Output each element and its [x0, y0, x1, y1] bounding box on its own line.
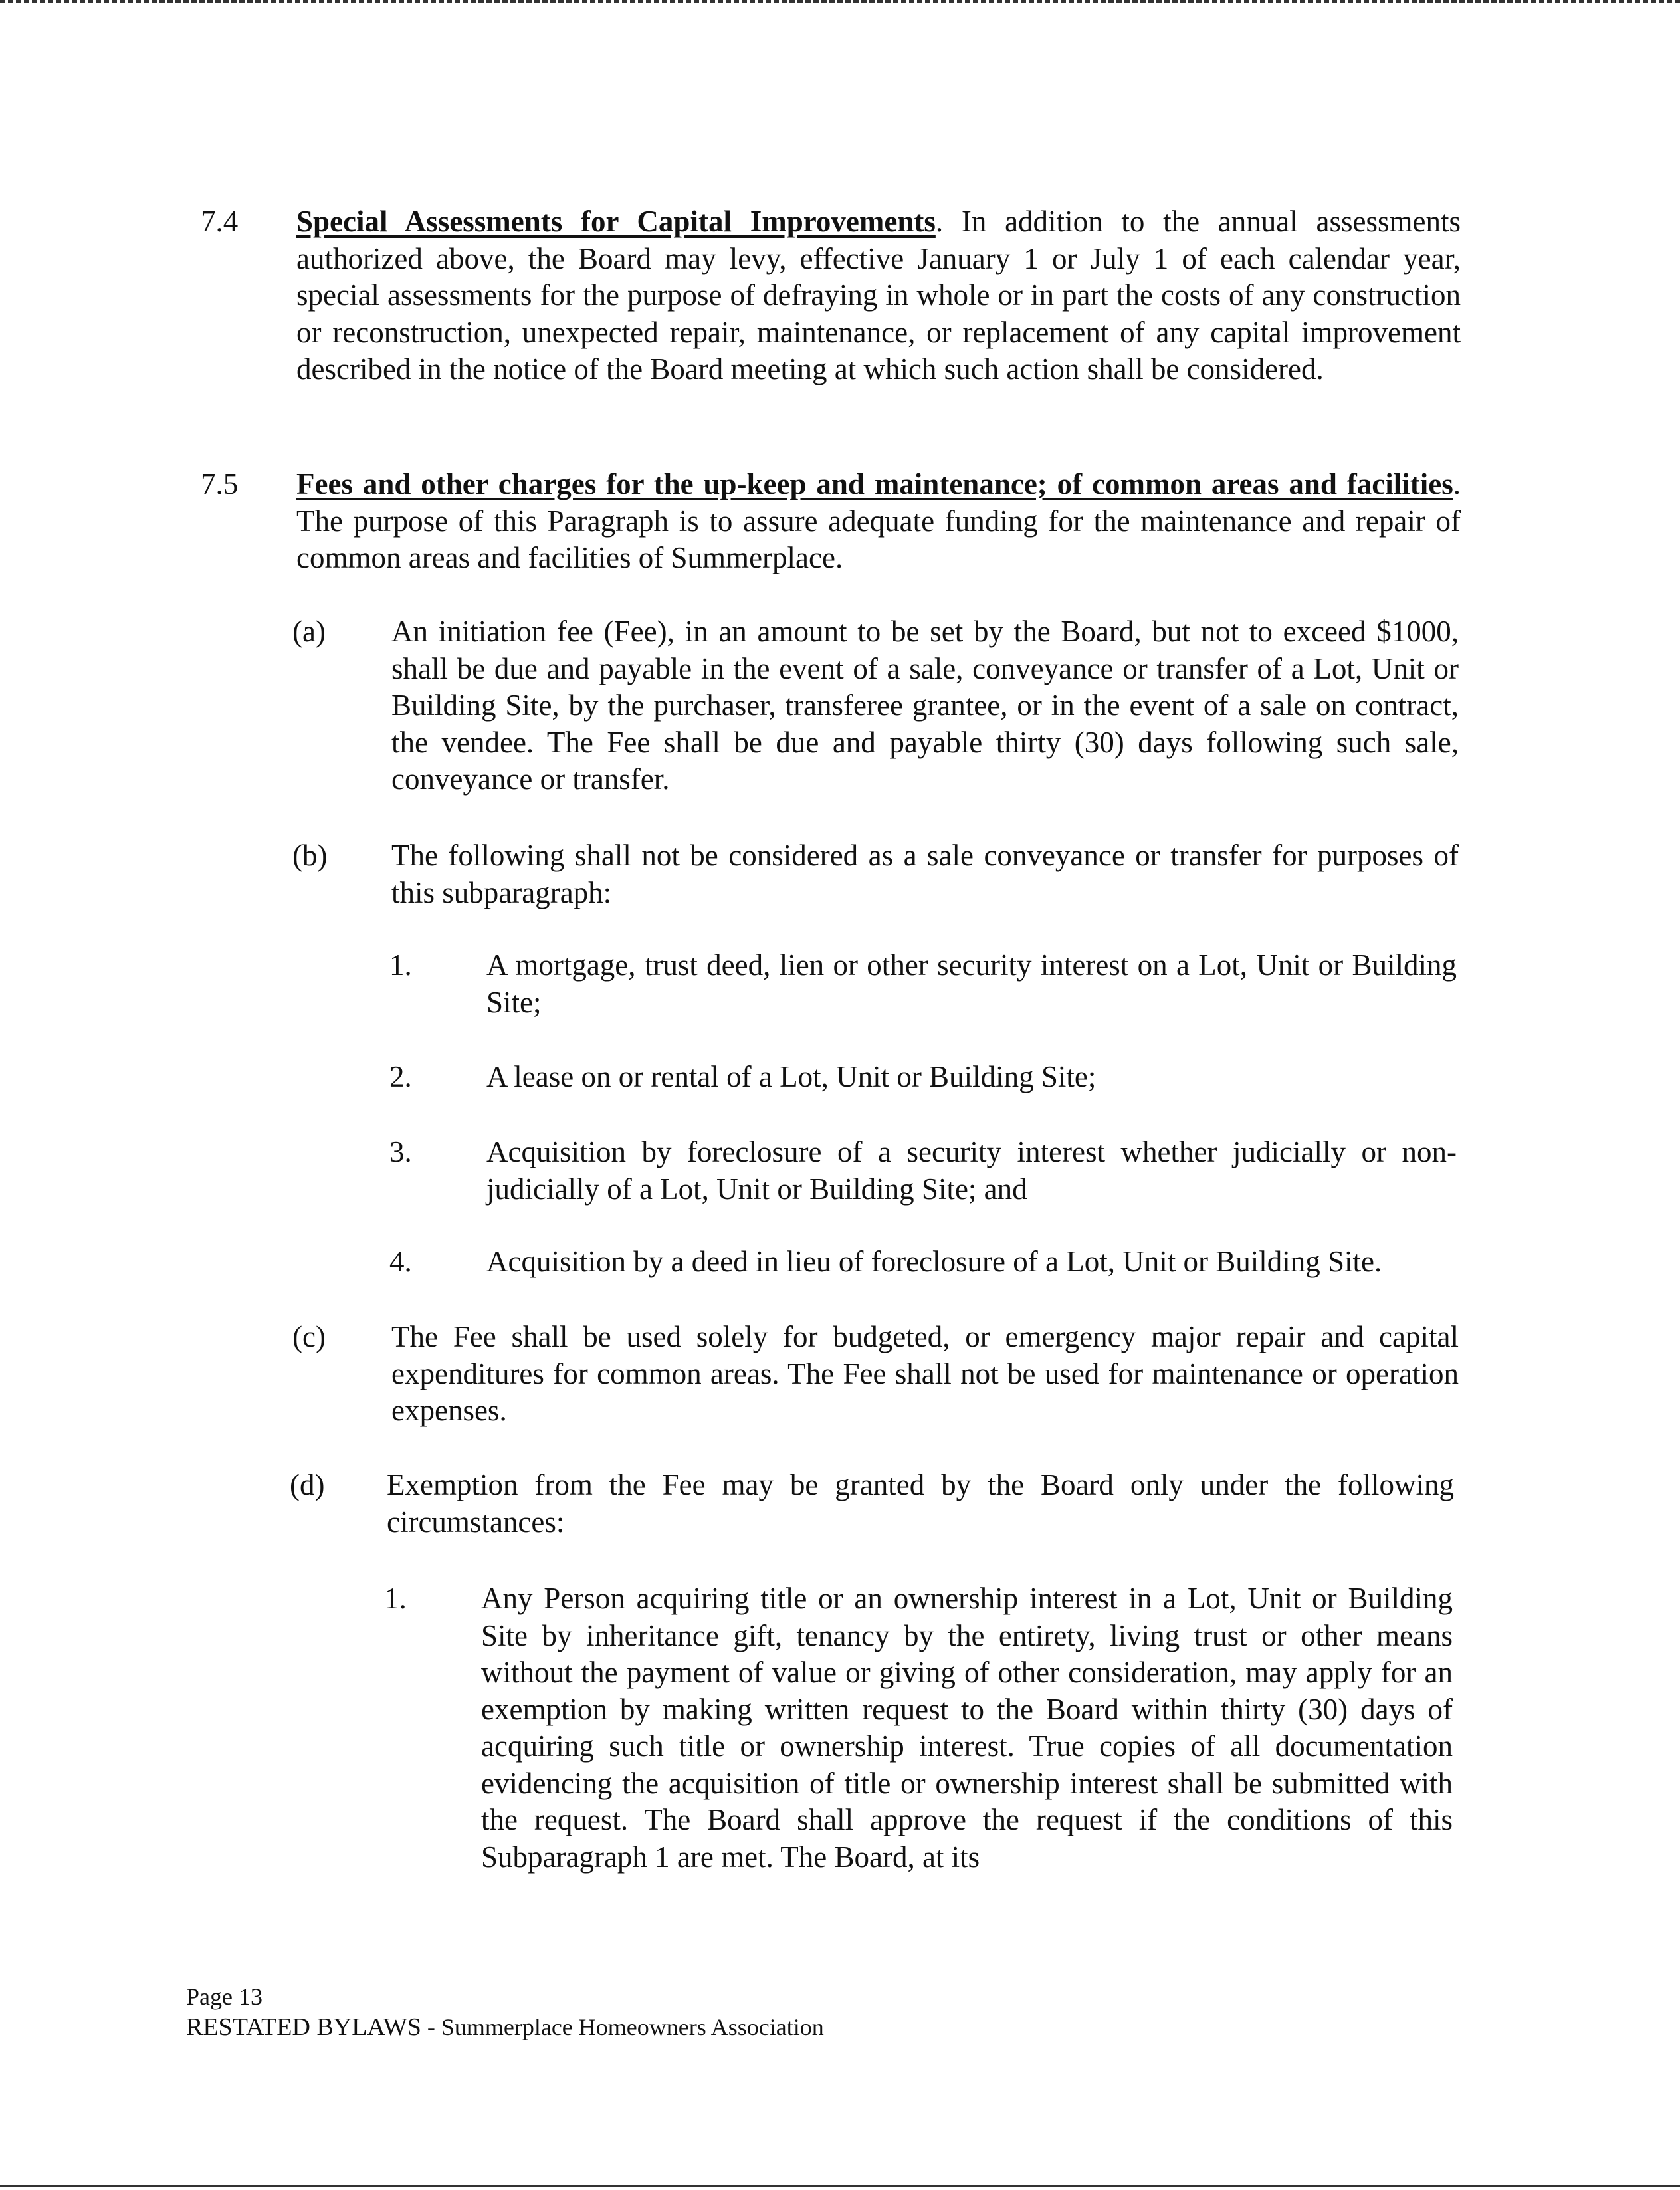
section-body: . In addition to the annual assessments authorized above, the Board may levy, effective January 1 or July 1 of each calendar year, special assessments for the purpose of defraying in whole or in part the costs of any construction or reconstruction, unexpected repair, maintenance, or replacement of any capital improvement described in the notice of the Board meeting at which such action shall be considered. — [296, 205, 1461, 385]
list-item-label: 2. — [389, 1060, 412, 1093]
document-title-rest: - Summerplace Homeowners Association — [421, 2014, 824, 2040]
list-item-label: 3. — [389, 1135, 412, 1168]
section-heading: Special Assessments for Capital Improvements — [296, 205, 936, 238]
section-number: 7.5 — [201, 467, 239, 500]
list-item-text: A lease on or rental of a Lot, Unit or Building Site; — [486, 1060, 1097, 1093]
subsection-label: (d) — [290, 1468, 325, 1501]
subsection-label: (c) — [292, 1320, 326, 1353]
section-number: 7.4 — [201, 205, 239, 238]
subsection-c-text: The Fee shall be used solely for budgeted, or emergency major repair and capital expenditures for common areas. The Fee shall not be used for maintenance or operation expenses. — [391, 1320, 1459, 1427]
subsection-label: (a) — [292, 615, 326, 648]
list-item-label: 1. — [389, 948, 412, 982]
document-title — [186, 2013, 824, 2042]
scan-edge-top — [0, 0, 1680, 7]
subsection-b-text: The following shall not be considered as a sale conveyance or transfer for purposes of this subparagraph: — [391, 839, 1459, 909]
list-item-text: Acquisition by a deed in lieu of foreclosure of a Lot, Unit or Building Site. — [486, 1245, 1382, 1278]
section-body: . The purpose of this Paragraph is to assure adequate funding for the maintenance and repair of common areas and facilities of Summerplace. — [296, 467, 1461, 574]
document-title-caps: RESTATED BYLAWS — [186, 2013, 421, 2041]
list-item-text: A mortgage, trust deed, lien or other security interest on a Lot, Unit or Building Site; — [486, 948, 1457, 1019]
list-item-text: Any Person acquiring title or an ownership interest in a Lot, Unit or Building Site by inheritance gift, tenancy by the entirety, living trust or other means without the payment of value or giving of other consideration, may apply for an exemption by making written request to the Board within thirty (30) days of acquiring such title or ownership interest. True copies of all documentation evidencing the acquisition of title or ownership interest shall be submitted with the request. The Board shall approve the request if the conditions of this Subparagraph 1 are met. The Board, at its — [481, 1582, 1453, 1874]
section-7-5-paragraph — [296, 466, 1461, 577]
subsection-a-text: An initiation fee (Fee), in an amount to be set by the Board, but not to exceed $1000, shall be due and payable in the event of a sale, conveyance or transfer of a Lot, Unit or Building Site, by the purchaser, transferee grantee, or in the event of a sale on contract, the vendee. The Fee shall be due and payable thirty (30) days following such sale, conveyance or transfer. — [391, 615, 1459, 796]
section-7-4-paragraph — [296, 203, 1461, 388]
scan-edge-bottom — [0, 2185, 1680, 2187]
subsection-d-text: Exemption from the Fee may be granted by the Board only under the following circumstances: — [387, 1468, 1454, 1539]
subsection-label: (b) — [292, 839, 328, 872]
list-item-label: 1. — [384, 1582, 407, 1615]
section-heading: Fees and other charges for the up-keep and maintenance; of common areas and facilities — [296, 467, 1453, 500]
list-item-label: 4. — [389, 1245, 412, 1278]
page-number: Page 13 — [186, 1983, 262, 2010]
list-item-text: Acquisition by foreclosure of a security interest whether judicially or non-judicially of a Lot, Unit or Building Site; and — [486, 1135, 1457, 1206]
